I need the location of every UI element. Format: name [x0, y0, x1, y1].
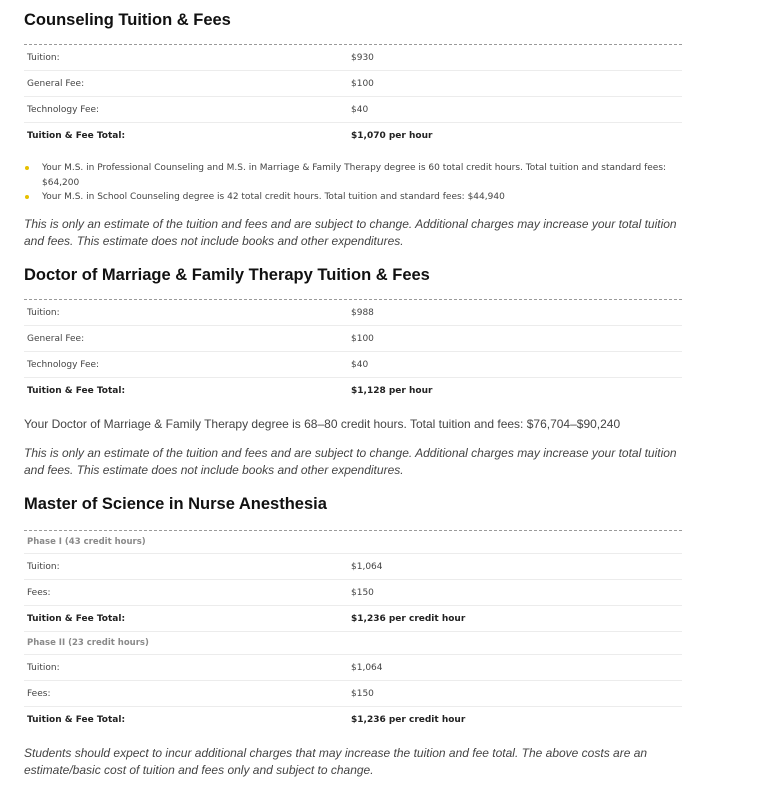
table-row-total: Tuition & Fee Total: $1,128 per hour	[27, 385, 433, 396]
section-title-counseling: Counseling Tuition & Fees	[24, 11, 231, 29]
table-row: Tuition: $1,064	[24, 655, 682, 681]
bullet-dot-icon	[25, 195, 29, 199]
estimate-note: This is only an estimate of the tuition and fees and are subject to change. Additional charges may increase your total tuition and fees. This estimate does not include books and other expenditures.	[24, 217, 677, 248]
table-row: Fees: $150	[24, 681, 682, 707]
table-row: General Fee: $100	[24, 326, 682, 352]
section-title-doctor-mft: Doctor of Marriage & Family Therapy Tuition & Fees	[24, 266, 430, 284]
table-row-total: Tuition & Fee Total: $1,070 per hour	[27, 130, 433, 141]
section-title-nurse-anesthesia: Master of Science in Nurse Anesthesia	[24, 495, 327, 513]
table-row: Technology Fee: $40	[24, 352, 682, 378]
counseling-degree-list	[24, 161, 682, 205]
table-row: Technology Fee: $40	[24, 97, 682, 123]
counseling-fee-table	[24, 44, 682, 148]
cost-disclaimer-note: Students should expect to incur additional charges that may increase the tuition and fee total. The above costs are an estimate/basic cost of tuition and fees only and subject to change.	[24, 746, 648, 777]
table-row: Tuition: $988	[24, 300, 682, 326]
list-item: Your M.S. in Professional Counseling and M.S. in Marriage & Family Therapy degree is 60 total credit hours. Total tuition and standard fees: $64,200	[24, 161, 682, 190]
table-row: Tuition: $930	[24, 45, 682, 71]
bullet-dot-icon	[25, 166, 29, 170]
doctor-mft-fee-table	[24, 299, 682, 403]
estimate-note: This is only an estimate of the tuition and fees and are subject to change. Additional charges may increase your total tuition and fees. This estimate does not include books and other expenditures.	[24, 446, 677, 477]
table-row-total: Tuition & Fee Total: $1,236 per credit hour	[24, 606, 682, 632]
list-item: Your M.S. in School Counseling degree is 42 total credit hours. Total tuition and standard fees: $44,940	[24, 190, 682, 205]
table-row: General Fee: $100	[24, 71, 682, 97]
phase-heading: Phase I (43 credit hours)	[24, 531, 682, 554]
nurse-anesthesia-fee-table	[24, 530, 682, 732]
table-row-total: Tuition & Fee Total: $1,236 per credit hour	[27, 714, 466, 725]
table-row: Tuition: $1,064	[24, 554, 682, 580]
table-row: Fees: $150	[24, 580, 682, 606]
doctor-mft-summary: Your Doctor of Marriage & Family Therapy degree is 68–80 credit hours. Total tuition and fees: $76,704–$90,240	[24, 417, 621, 431]
phase-heading: Phase II (23 credit hours)	[24, 632, 682, 655]
